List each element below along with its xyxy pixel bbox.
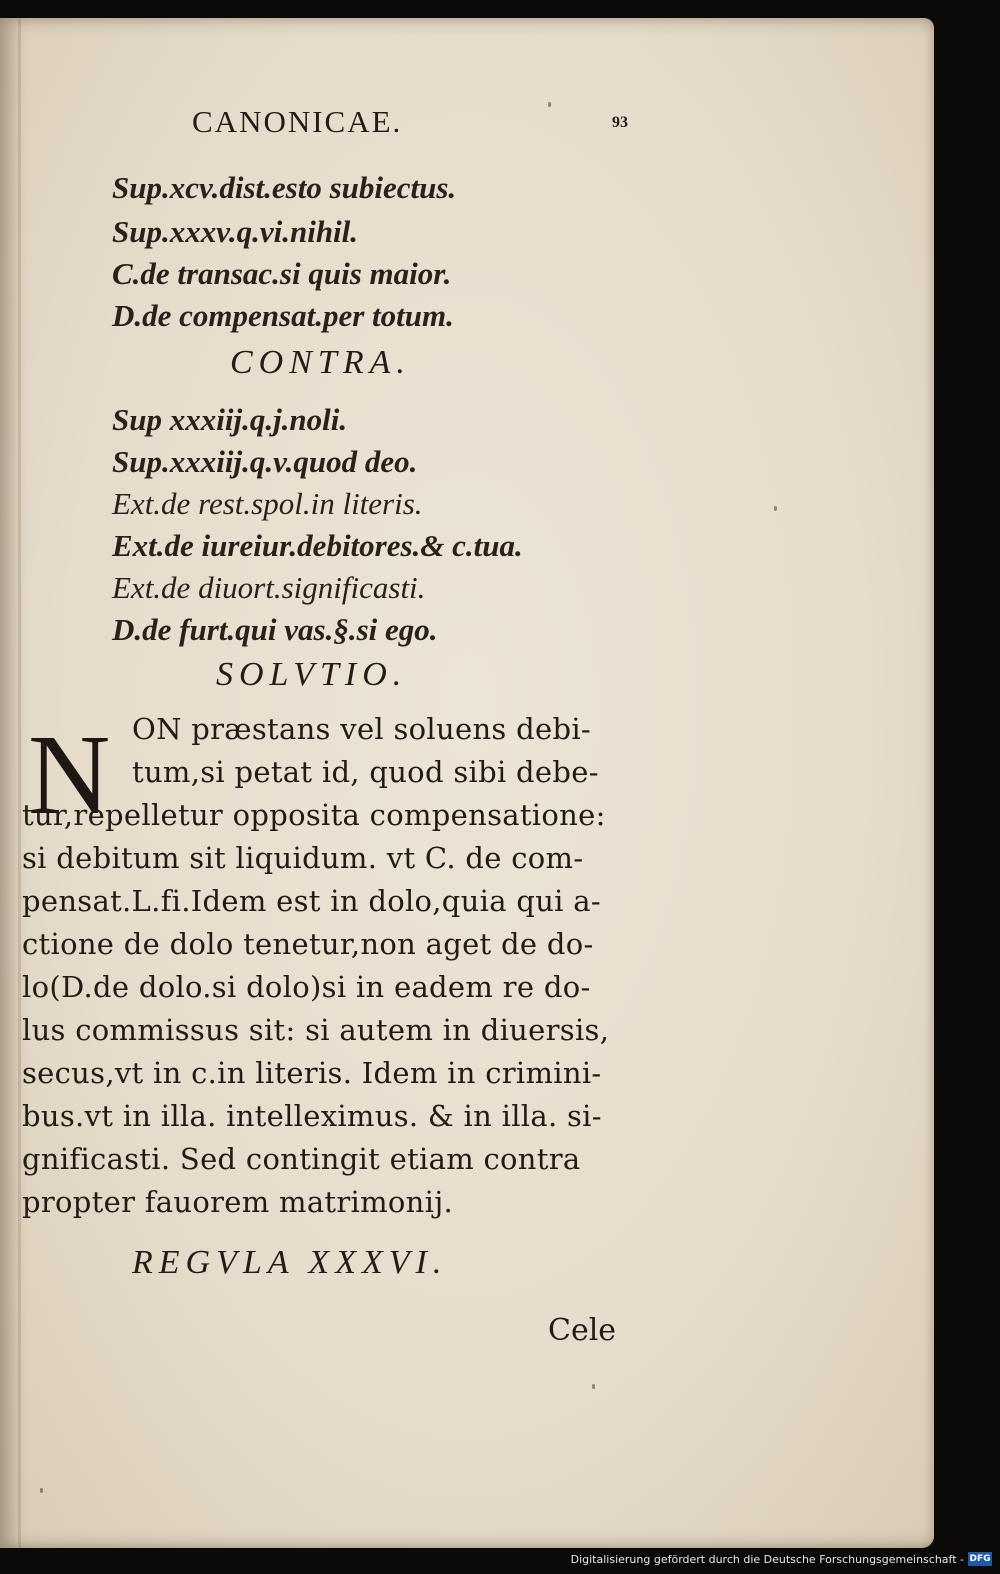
citation-line: Ext.de diuort.significasti. (112, 570, 426, 605)
contra-heading: CONTRA. (230, 344, 411, 381)
body-line: gnificasti. Sed contingit etiam contra (22, 1142, 581, 1176)
body-line: ctione de dolo tenetur,non aget de do- (22, 927, 594, 961)
body-line: secus,vt in c.in literis. Idem in crimini- (22, 1056, 602, 1090)
body-line: lo(D.de dolo.si dolo)si in eadem re do- (22, 970, 591, 1004)
citation-line: D.de furt.qui vas.§.si ego. (112, 612, 438, 647)
body-line: pensat.L.fi.Idem est in dolo,quia qui a- (22, 884, 601, 918)
funding-credit: Digitalisierung gefördert durch die Deutsche Forschungsgemeinschaft - (570, 1553, 964, 1566)
running-title: CANONICAE. (192, 104, 403, 139)
citation-line: Sup.xxxiij.q.v.quod deo. (112, 444, 418, 479)
book-page (0, 18, 934, 1548)
ink-speck (774, 506, 777, 511)
dfg-logo: DFG (969, 1554, 991, 1564)
citation-line: Sup.xxxv.q.vi.nihil. (112, 214, 359, 249)
ink-speck (548, 102, 551, 107)
body-line: tum,si petat id, quod sibi debe- (132, 755, 599, 789)
folio-number: 93 (612, 114, 628, 131)
citation-line: D.de compensat.per totum. (112, 298, 454, 333)
citation-line: C.de transac.si quis maior. (112, 256, 452, 291)
next-rule-heading: REGVLA XXXVI. (132, 1244, 448, 1281)
body-line: tur,repelletur opposita compensatione: (22, 798, 606, 832)
body-line: propter fauorem matrimonij. (22, 1185, 454, 1219)
ink-speck (40, 1488, 43, 1493)
citation-line: Sup.xcv.dist.esto subiectus. (112, 170, 457, 205)
citation-line: Sup xxxiij.q.j.noli. (112, 402, 348, 437)
page-gutter-shadow (18, 18, 21, 1548)
body-line: ON præstans vel soluens debi- (132, 712, 591, 746)
citation-line: Ext.de rest.spol.in literis. (112, 486, 423, 521)
body-line: lus commissus sit: si autem in diuersis, (22, 1013, 610, 1047)
ink-speck (592, 1384, 595, 1389)
citation-line: Ext.de iureiur.debitores.& c.tua. (112, 528, 523, 563)
drop-cap: N (28, 711, 111, 838)
catchword: Cele (548, 1313, 617, 1348)
body-line: si debitum sit liquidum. vt C. de com- (22, 841, 584, 875)
solutio-heading: SOLVTIO. (216, 656, 408, 693)
body-line: bus.vt in illa. intelleximus. & in illa. si- (22, 1099, 602, 1133)
